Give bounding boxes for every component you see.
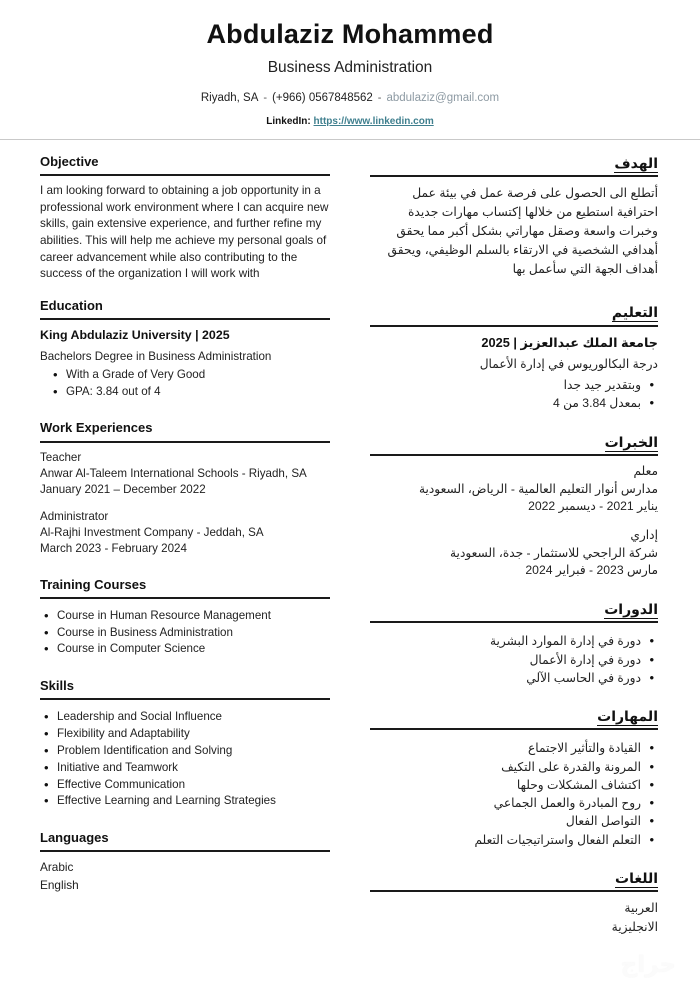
list-item: • دورة في الحاسب الآلي (370, 669, 658, 687)
list-item: • GPA: 3.84 out of 4 (40, 384, 330, 401)
linkedin-label: LinkedIn: (266, 115, 311, 127)
work-dates-ar: يناير 2021 - ديسمبر 2022 (528, 499, 658, 514)
contact-email[interactable]: abdulaziz@gmail.com (386, 91, 500, 104)
list-item: • Leadership and Social Influence (40, 709, 330, 726)
list-item: • Course in Business Administration (40, 625, 330, 642)
section-training-ar (370, 600, 658, 687)
language-item: العربية (624, 901, 658, 916)
section-languages-en (40, 830, 330, 895)
section-education-ar (370, 303, 658, 412)
list-item: • اكتشاف المشكلات وحلها (370, 776, 658, 794)
education-institution-en: King Abdulaziz University | 2025 (40, 328, 230, 343)
work-entry (370, 463, 658, 516)
section-heading-training-en: Training Courses (40, 576, 147, 592)
section-work-ar (370, 433, 658, 580)
objective-text-en: I am looking forward to obtaining a job opportunity in a professional work environment where I can acquire new skills, gain extensive experience, and further refine my abilities. This will help me achieve my personal goals of career advancement while also contributing to the success of the organization I will work with (40, 184, 329, 281)
objective-text-ar: أتطلع الى الحصول على فرصة عمل في بيئة عمل احترافية استطيع من خلالها إكتساب مهارات جديدة وخبرات واسعة وصقل مهاراتي بشكل أكبر مما يحقق أهدافي الشخصية في الارتقاء بالسلم الوظيفي، ويحقق أهداف الجهة التي سأعمل بها (387, 186, 658, 277)
section-skills-ar (370, 707, 658, 849)
list-item: • بمعدل 3.84 من 4 (370, 394, 658, 412)
work-entry (40, 509, 330, 557)
section-heading-skills-en: Skills (40, 678, 74, 694)
work-role-en: Administrator (40, 509, 109, 523)
list-item: • Initiative and Teamwork (40, 760, 330, 777)
training-list-en (40, 608, 330, 658)
education-degree-en: Bachelors Degree in Business Administration (40, 349, 272, 363)
language-item: English (40, 878, 79, 893)
list-item: • وبتقدير جيد جدا (370, 376, 658, 394)
education-bullets-en (40, 367, 330, 401)
section-heading-objective-en: Objective (40, 153, 99, 169)
section-work-en (40, 420, 330, 556)
list-item: • Effective Learning and Learning Strategies (40, 793, 330, 810)
section-heading-training-ar: الدورات (604, 601, 658, 618)
list-item: • القيادة والتأثير الاجتماع (370, 739, 658, 757)
list-item: • Course in Human Resource Management (40, 608, 330, 625)
work-org-en: Al-Rajhi Investment Company - Jeddah, SA (40, 525, 264, 539)
skills-list-en (40, 709, 330, 810)
section-languages-ar (370, 869, 658, 936)
work-dates-en: March 2023 - February 2024 (40, 541, 187, 555)
work-dates-ar: مارس 2023 - فبراير 2024 (525, 563, 658, 578)
list-item: • Flexibility and Adaptability (40, 726, 330, 743)
linkedin-line (0, 115, 700, 128)
section-heading-education-en: Education (40, 297, 103, 313)
education-bullets-ar (370, 376, 658, 413)
work-entry (370, 527, 658, 580)
contact-phone: (+966) 0567848562 (272, 91, 373, 104)
list-item: • دورة في إدارة الأعمال (370, 651, 658, 669)
work-role-ar: إداري (630, 527, 658, 542)
list-item: • Course in Computer Science (40, 641, 330, 658)
work-role-ar: معلم (633, 463, 658, 478)
list-item: • التواصل الفعال (370, 812, 658, 830)
education-degree-ar: درجة البكالوريوس في إدارة الأعمال (479, 357, 658, 372)
section-heading-work-en: Work Experiences (40, 420, 153, 436)
section-heading-languages-ar: اللغات (615, 870, 658, 887)
arabic-column (352, 154, 700, 942)
list-item: • Effective Communication (40, 777, 330, 794)
section-skills-en (40, 678, 330, 810)
list-item: • Problem Identification and Solving (40, 743, 330, 760)
language-item: Arabic (40, 860, 74, 875)
section-objective-ar (370, 154, 658, 279)
education-institution-ar: جامعة الملك عبدالعزيز | 2025 (481, 334, 658, 350)
section-heading-work-ar: الخبرات (604, 433, 658, 450)
work-org-ar: شركة الراجحي للاستثمار - جدة، السعودية (450, 545, 658, 560)
contact-separator-1: - (263, 91, 268, 104)
work-entry (40, 450, 330, 498)
list-item: • دورة في إدارة الموارد البشرية (370, 632, 658, 650)
section-heading-objective-ar: الهدف (614, 154, 658, 171)
work-dates-en: January 2021 – December 2022 (40, 482, 206, 496)
section-heading-skills-ar: المهارات (597, 708, 658, 725)
section-heading-education-ar: التعليم (611, 304, 658, 321)
english-column (0, 154, 352, 942)
section-objective-en (40, 154, 330, 283)
contact-location: Riyadh, SA (200, 91, 259, 104)
list-item: • With a Grade of Very Good (40, 367, 330, 384)
section-training-en (40, 577, 330, 659)
section-education-en (40, 298, 330, 401)
linkedin-link[interactable]: https://www.linkedin.com (313, 115, 434, 127)
training-list-ar (370, 632, 658, 687)
list-item: • المرونة والقدرة على التكيف (370, 758, 658, 776)
resume-header (0, 0, 700, 140)
job-title: Business Administration (267, 59, 433, 77)
work-role-en: Teacher (40, 450, 82, 464)
contact-separator-2: - (377, 91, 382, 104)
list-item: • التعلم الفعال واستراتيجيات التعلم (370, 831, 658, 849)
haraj-watermark: حراج (620, 951, 676, 977)
resume-body (0, 140, 700, 942)
section-heading-languages-en: Languages (40, 830, 109, 846)
work-org-en: Anwar Al-Taleem International Schools - Riyadh, SA (40, 466, 307, 480)
list-item: • روح المبادرة والعمل الجماعي (370, 794, 658, 812)
contact-line (0, 91, 700, 106)
skills-list-ar (370, 739, 658, 849)
page-title: Abdulaziz Mohammed (206, 19, 494, 49)
language-item: الانجليزية (611, 919, 658, 934)
work-org-ar: مدارس أنوار التعليم العالمية - الرياض، السعودية (418, 481, 658, 496)
